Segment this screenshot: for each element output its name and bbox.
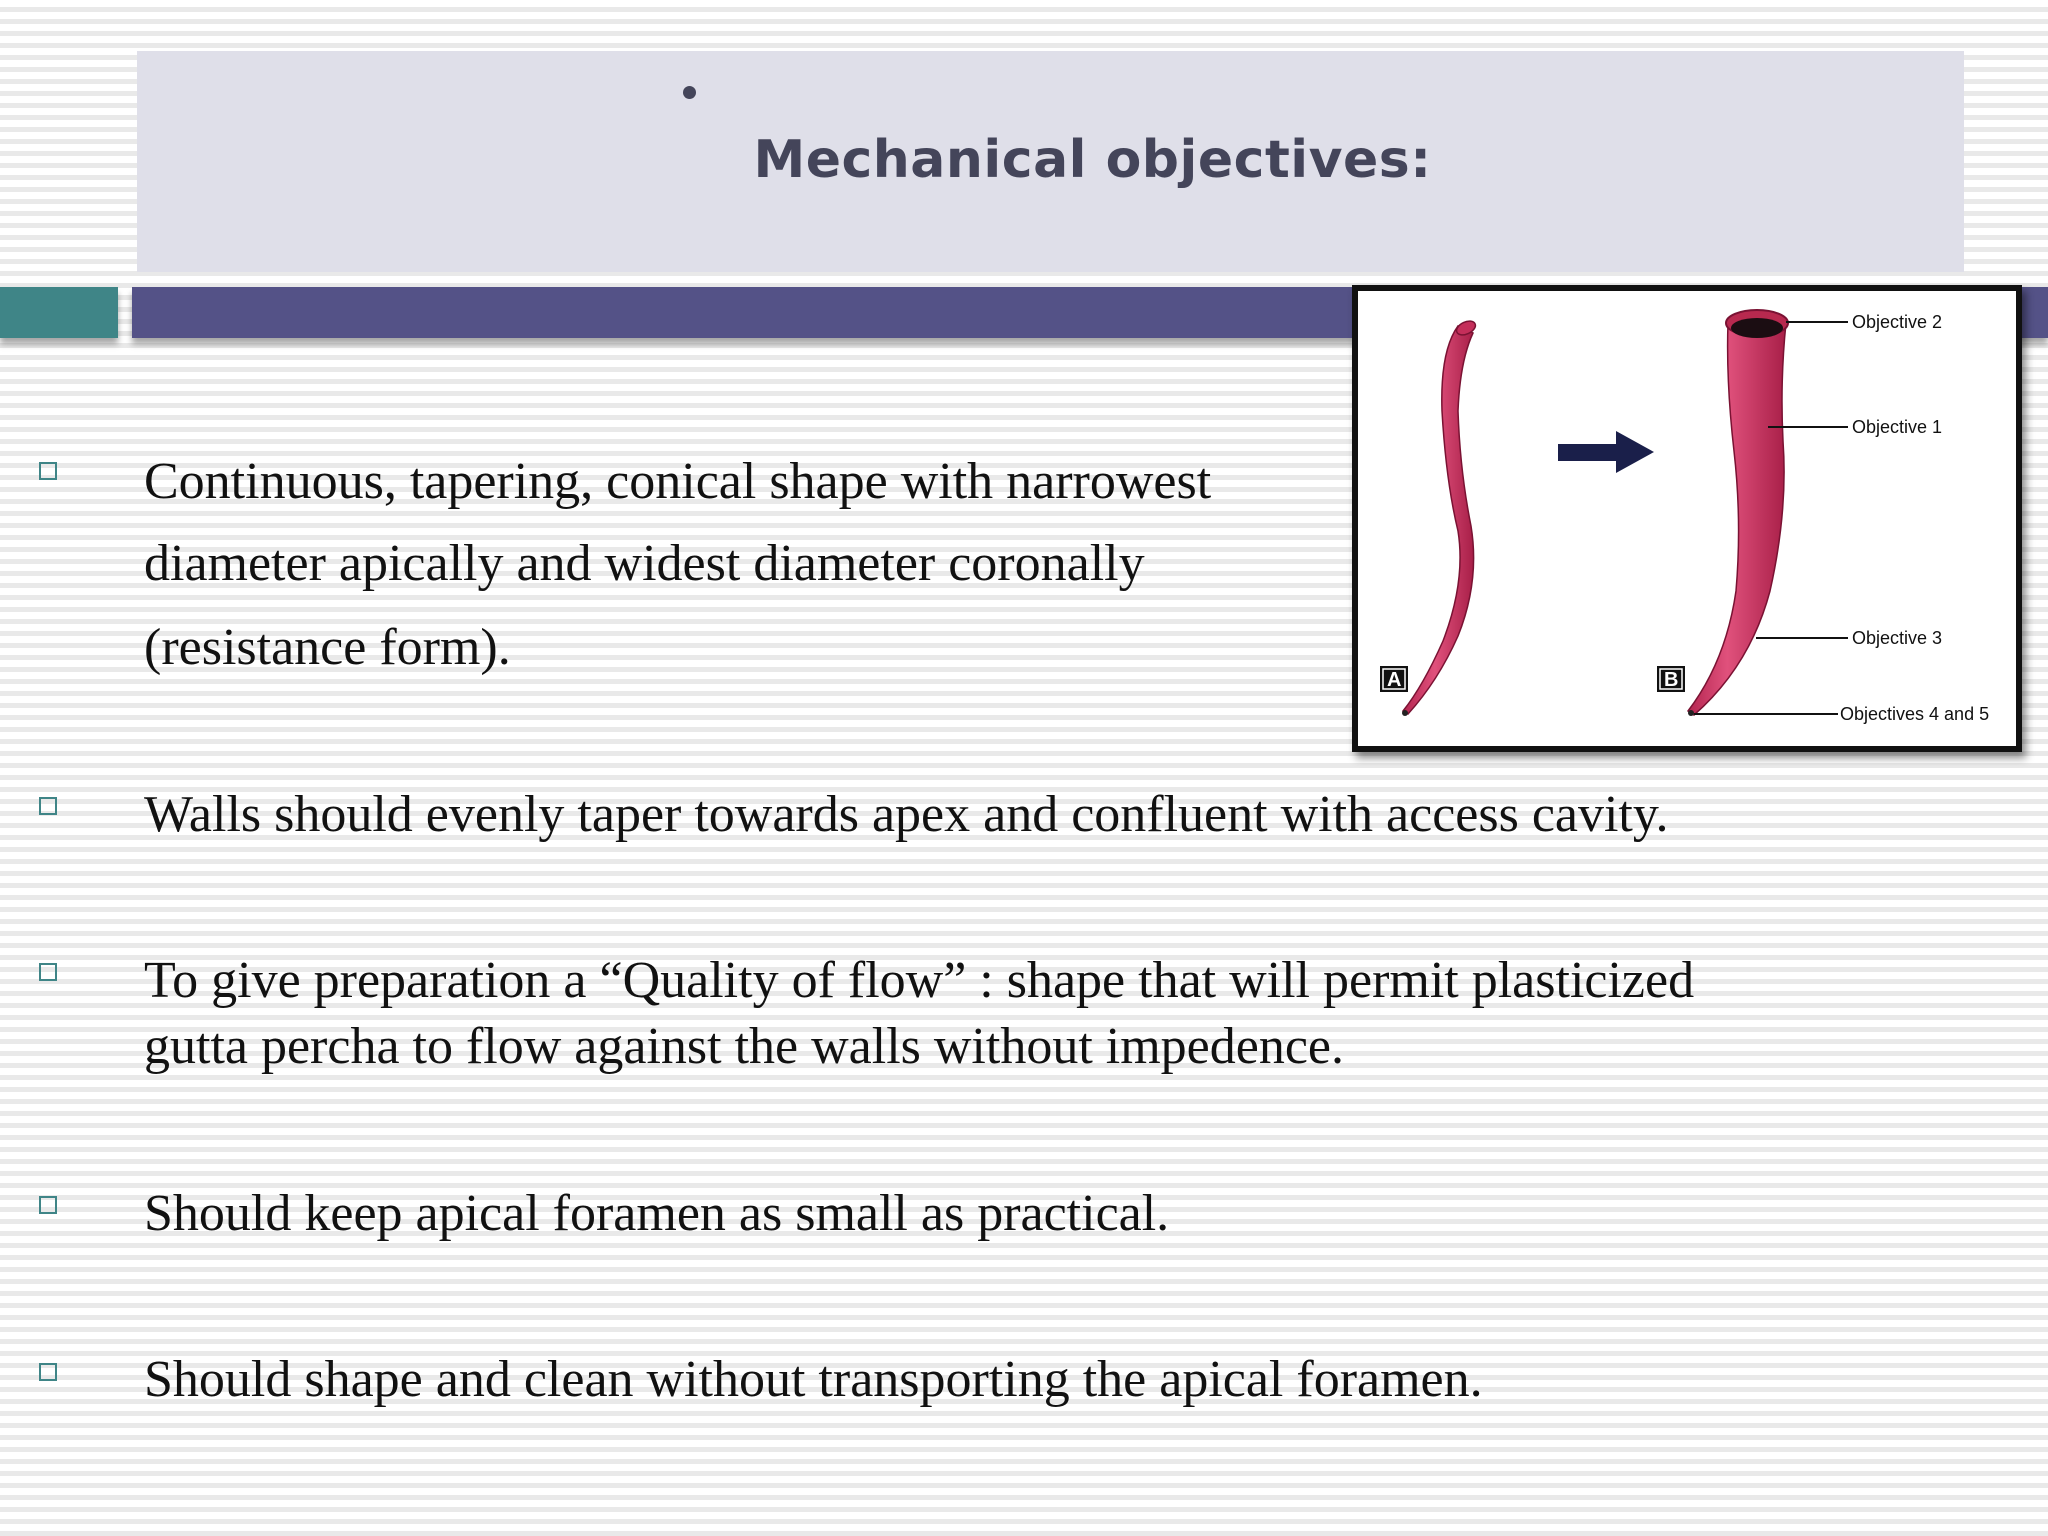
slide-title: Mechanical objectives: (753, 130, 1432, 190)
square-bullet-icon (39, 1363, 57, 1381)
canal-b-orifice-opening (1731, 318, 1783, 338)
accent-bar-teal (0, 287, 118, 338)
canal-a-apex (1402, 710, 1408, 716)
square-bullet-icon (39, 1196, 57, 1214)
label-objective-1: Objective 1 (1852, 417, 1943, 437)
panel-b-badge (1657, 666, 1685, 692)
bullet-1-line-1: Continuous, tapering, conical shape with narrowest (144, 453, 1212, 510)
canal-b-apex (1688, 710, 1694, 716)
panel-a-letter: A (1387, 669, 1402, 691)
bullet-4-line-1: Should keep apical foramen as small as practical. (144, 1185, 1170, 1242)
canal-b-shape (1688, 323, 1786, 715)
square-bullet-icon (39, 462, 57, 480)
canal-diagram (1358, 291, 2016, 746)
label-objective-3: Objective 3 (1852, 628, 1943, 648)
label-objective-2: Objective 2 (1852, 312, 1943, 332)
canal-a-shape (1403, 326, 1474, 714)
title-bullet-dot (683, 86, 696, 99)
bullet-3-line-2: gutta percha to flow against the walls without impedence. (144, 1018, 1344, 1075)
label-objectives-4-5: Objectives 4 and 5 (1840, 704, 1990, 724)
arrow-right-icon (1558, 431, 1654, 473)
panel-b-letter: B (1664, 669, 1679, 691)
bullet-1-line-3: (resistance form). (144, 619, 511, 676)
canal-preparation-figure (1352, 285, 2022, 752)
bullet-2-line-1: Walls should evenly taper towards apex and confluent with access cavity. (144, 786, 1669, 843)
bullet-5-line-1: Should shape and clean without transporting the apical foramen. (144, 1351, 1483, 1408)
bullet-1-line-2: diameter apically and widest diameter coronally (144, 535, 1145, 592)
panel-a-badge (1380, 666, 1408, 692)
square-bullet-icon (39, 797, 57, 815)
square-bullet-icon (39, 963, 57, 981)
bullet-3-line-1: To give preparation a “Quality of flow” : shape that will permit plasticized (144, 952, 1695, 1009)
